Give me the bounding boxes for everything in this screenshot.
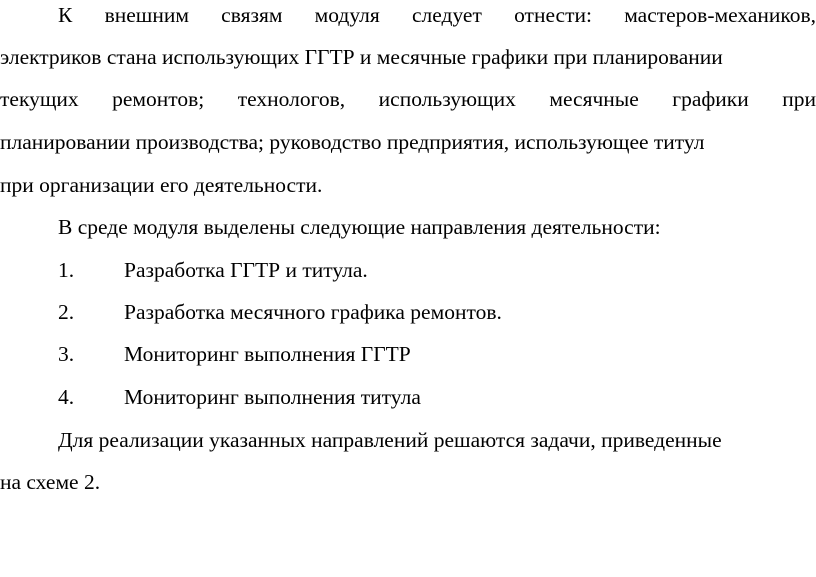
word: использующих <box>378 87 516 111</box>
list-item-number: 4. <box>58 385 75 409</box>
list-item-number: 1. <box>58 258 75 282</box>
word: графики <box>672 87 749 111</box>
list-item-text: Разработка ГГТР и титула. <box>124 258 368 282</box>
list-item-text: Разработка месячного графика ремонтов. <box>124 300 502 324</box>
paragraph-3-line-1: Для реализации указанных направлений решаются задачи, приведенные <box>58 428 722 452</box>
word: технологов, <box>237 87 346 111</box>
word: мастеров-механиков, <box>624 3 816 27</box>
word: следует <box>412 3 482 27</box>
paragraph-2: В среде модуля выделены следующие направления деятельности: <box>58 215 661 239</box>
paragraph-1-line-5: при организации его деятельности. <box>0 173 323 197</box>
word: при <box>782 87 816 111</box>
word: текущих <box>0 87 79 111</box>
word: связям <box>221 3 283 27</box>
paragraph-1-line-4: планировании производства; руководство предприятия, использующее титул <box>0 130 705 154</box>
list-item-number: 2. <box>58 300 75 324</box>
word: К <box>58 3 73 27</box>
paragraph-3-line-2: на схеме 2. <box>0 470 101 494</box>
word: модуля <box>314 3 380 27</box>
paragraph-1-line-3 <box>0 84 816 114</box>
list-item-number: 3. <box>58 342 75 366</box>
word: ремонтов; <box>112 87 205 111</box>
list-item-text: Мониторинг выполнения ГГТР <box>124 342 411 366</box>
paragraph-1-line-2: электриков стана использующих ГГТР и месячные графики при планировании <box>0 45 723 69</box>
word: отнести: <box>514 3 592 27</box>
word: месячные <box>549 87 639 111</box>
paragraph-1-line-1 <box>58 0 816 30</box>
list-item-text: Мониторинг выполнения титула <box>124 385 421 409</box>
word: внешним <box>104 3 189 27</box>
